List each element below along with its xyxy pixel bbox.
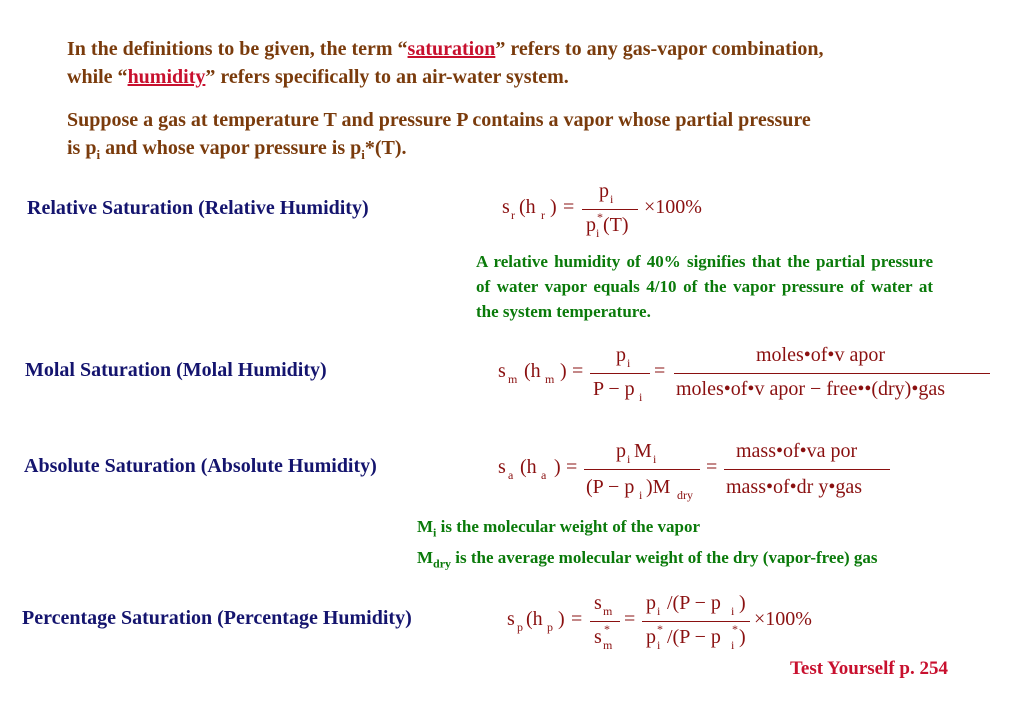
note-relative-humidity: A relative humidity of 40% signifies that the partial pressure of water vapor equals 4/10 of the vapor pressure of water at the system temperature.: [476, 252, 933, 321]
heading-absolute-saturation: Absolute Saturation (Absolute Humidity): [24, 455, 377, 477]
heading-molal-saturation: Molal Saturation (Molal Humidity): [25, 359, 327, 381]
intro-paragraph-2: Suppose a gas at temperature T and pressure P contains a vapor whose partial pressure is $p_i$ and whose vapor pressure is $p_i*(T)$.: [67, 109, 811, 162]
test-yourself-reference: Test Yourself p. 254: [790, 658, 948, 679]
equation-percentage-saturation: s p (h p ) = s m s m * = p i /(P − p i ) p i * /(P − p i * ) ×100%: [507, 592, 812, 652]
intro-paragraph-1: In the definitions to be given, the term “saturation” refers to any gas-vapor combination, while “humidity” refers specifically to an air-water system.: [67, 38, 824, 88]
term-humidity: humidity: [127, 66, 206, 88]
term-saturation: saturation: [407, 38, 496, 60]
fraction-bar: [724, 469, 890, 470]
fraction-bar: [582, 209, 638, 210]
note-molecular-weights: $M_i$ is the molecular weight of the vapor $M_{dry}$ is the average molecular weight of the dry (vapor-free) gas: [417, 517, 878, 571]
fraction-bar: [584, 469, 700, 470]
heading-relative-saturation: Relative Saturation (Relative Humidity): [27, 197, 369, 219]
equation-relative-saturation: s r (h r ) = p i p i * (T) ×100%: [502, 180, 702, 240]
equation-absolute-saturation: s a (h a ) = p i M i (P − p i )M dry = mass•of•va por mass•of•dr y•gas: [494, 438, 904, 504]
equation-molal-saturation: s m (h m ) = p i P − p i = moles•of•v apor moles•of•v apor − free••(dry)•gas: [494, 342, 999, 408]
fraction-bar: [674, 373, 990, 374]
heading-percentage-saturation: Percentage Saturation (Percentage Humidity): [22, 607, 412, 629]
fraction-bar: [590, 373, 650, 374]
